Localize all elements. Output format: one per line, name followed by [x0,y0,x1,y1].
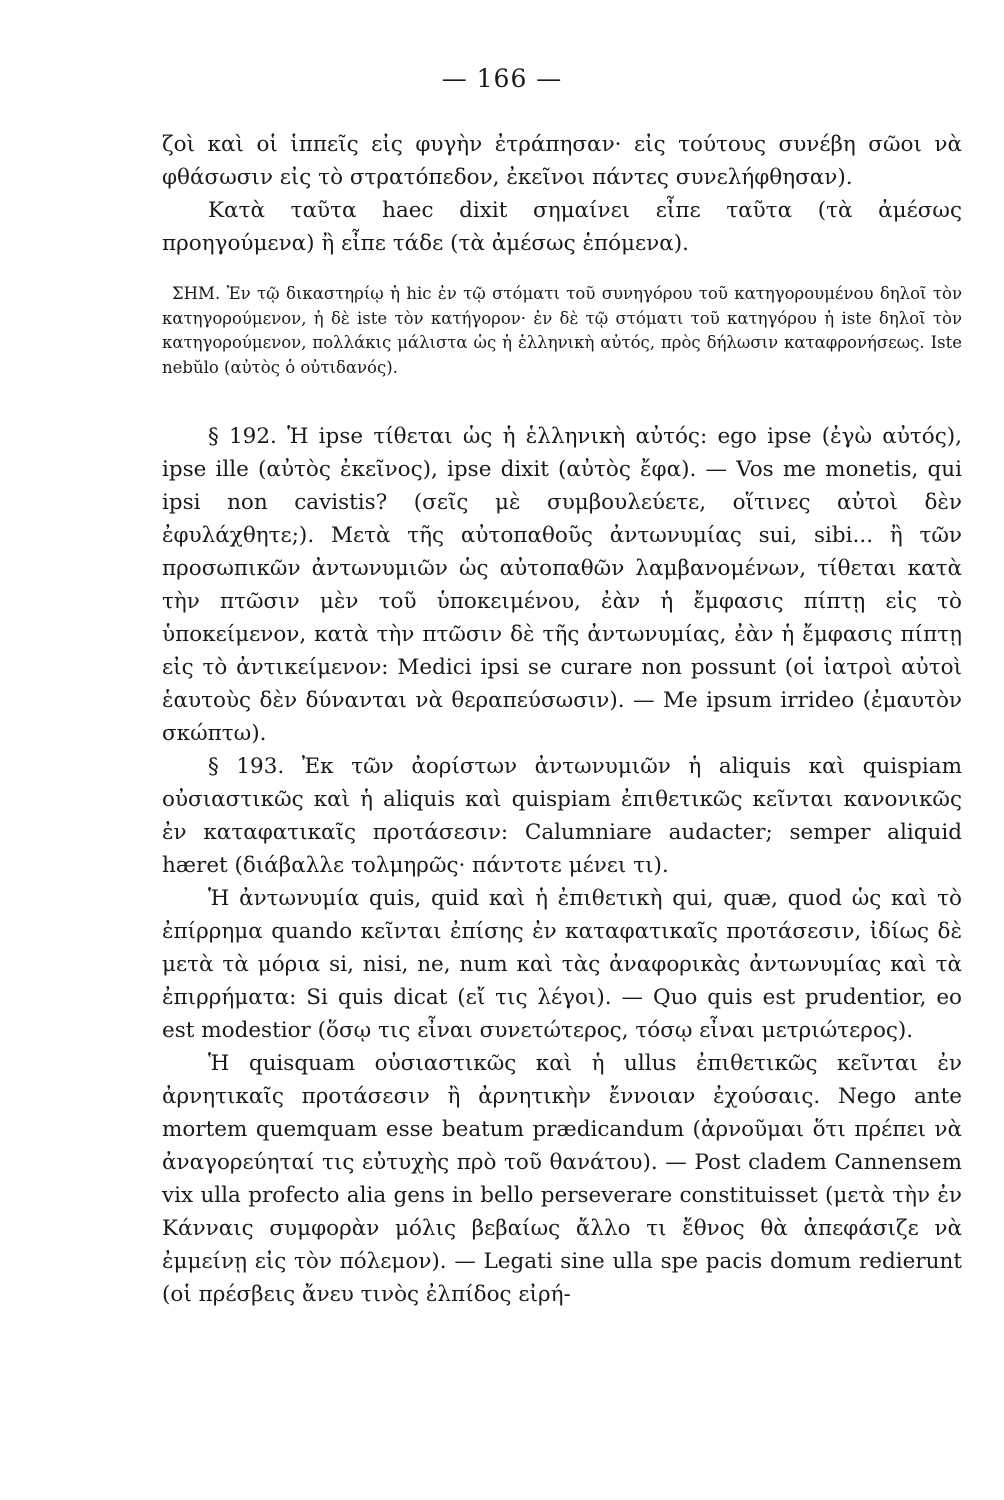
section-193: § 193. Ἐκ τῶν ἀορίστων ἀντωνυμιῶν ἡ aliquis καὶ quispiam οὐσιαστικῶς καὶ ἡ aliquis καὶ quispiam ἐπιθετικῶς κεῖνται κανονικῶς ἐν καταφατικαῖς προτάσεσιν: Calumniare audacter; semper aliquid hæret (διάβαλλε τολμηρῶς· πάντοτε μένει τι). [162,754,962,878]
paragraph-kata-tauta: Κατὰ ταῦτα haec dixit σημαίνει εἶπε ταῦτα (τὰ ἀμέσως προηγούμενα) ἢ εἶπε τάδε (τὰ ἀμέσως ἑπόμενα). [162,198,962,256]
note-paragraph: ΣΗΜ. Ἐν τῷ δικαστηρίῳ ἡ hic ἐν τῷ στόματι τοῦ συνηγόρου τοῦ κατηγορουμένου δηλοῖ τὸν κατηγορούμενον, ἡ δὲ iste τὸν κατήγορον· ἐν δὲ τῷ στόματι τοῦ κατηγόρου ἡ iste δηλοῖ τὸν κατηγορούμενον, πολλάκις μάλιστα ὡς ἡ ἑλληνικὴ αὐτός, πρὸς δήλωσιν καταφρονήσεως. Iste nebŭlo (αὐτὸς ὁ οὐτιδανός). [162,284,962,377]
main-block [162,420,962,1311]
opening-block [162,128,962,260]
paragraph-quisquam: Ἡ quisquam οὐσιαστικῶς καὶ ἡ ullus ἐπιθετικῶς κεῖνται ἐν ἀρνητικαῖς προτάσεσιν ἢ ἀρνητικὴν ἔννοιαν ἐχούσαις. Nego ante mortem quemquam esse beatum prædicandum (ἀρνοῦμαι ὅτι πρέπει νὰ ἀναγορεύηταί τις εὐτυχὴς πρὸ τοῦ θανάτου). — Post cladem Cannensem vix ulla profecto alia gens in bello perseverare constituisset (μετὰ τὴν ἐν Κάνναις συμφορὰν μόλις βεβαίως ἄλλο τι ἔθνος θὰ ἀπεφάσιζε νὰ ἐμμείνῃ εἰς τὸν πόλεμον). — Legati sine ulla spe pacis domum redierunt (οἱ πρέσβεις ἄνευ τινὸς ἐλπίδος εἰρή- [162,1051,962,1307]
paragraph-quis: Ἡ ἀντωνυμία quis, quid καὶ ἡ ἐπιθετικὴ qui, quæ, quod ὡς καὶ τὸ ἐπίρρημα quando κεῖνται ἐπίσης ἐν καταφατικαῖς προτάσεσιν, ἰδίως δὲ μετὰ τὰ μόρια si, nisi, ne, num καὶ τὰς ἀναφορικὰς ἀντωνυμίας καὶ τὰ ἐπιρρήματα: Si quis dicat (εἴ τις λέγοι). — Quo quis est prudentior, eo est modestior (ὅσῳ τις εἶναι συνετώτερος, τόσῳ εἶναι μετριώτερος). [162,886,962,1043]
page-number: — 166 — [441,64,563,93]
section-192: § 192. Ἡ ipse τίθεται ὡς ἡ ἑλληνικὴ αὐτός: ego ipse (ἐγὼ αὐτός), ipse ille (αὐτὸς ἐκεῖνος), ipse dixit (αὐτὸς ἔφα). — Vos me monetis, qui ipsi non cavistis? (σεῖς μὲ συμβουλεύετε, οἵτινες αὐτοὶ δὲν ἐφυλάχθητε;). Μετὰ τῆς αὐτοπαθοῦς ἀντωνυμίας sui, sibi... ἢ τῶν προσωπικῶν ἀντωνυμιῶν ὡς αὐτοπαθῶν λαμβανομένων, τίθεται κατὰ τὴν πτῶσιν μὲν τοῦ ὑποκειμένου, ἐὰν ἡ ἔμφασις πίπτῃ εἰς τὸ ὑποκείμενον, κατὰ τὴν πτῶσιν δὲ τῆς ἀντωνυμίας, ἐὰν ἡ ἔμφασις πίπτῃ εἰς τὸ ἀντικείμενον: Medici ipsi se curare non possunt (οἱ ἰατροὶ αὐτοὶ ἑαυτοὺς δὲν δύνανται νὰ θεραπεύσωσιν). — Me ipsum irrideo (ἐμαυτὸν σκώπτω). [162,424,962,746]
footnote-block [162,282,962,380]
continued-paragraph: ζοὶ καὶ οἱ ἱππεῖς εἰς φυγὴν ἐτράπησαν· εἰς τούτους συνέβη σῶοι νὰ φθάσωσιν εἰς τὸ στρατόπεδον, ἐκεῖνοι πάντες συνελήφθησαν). [162,132,962,190]
